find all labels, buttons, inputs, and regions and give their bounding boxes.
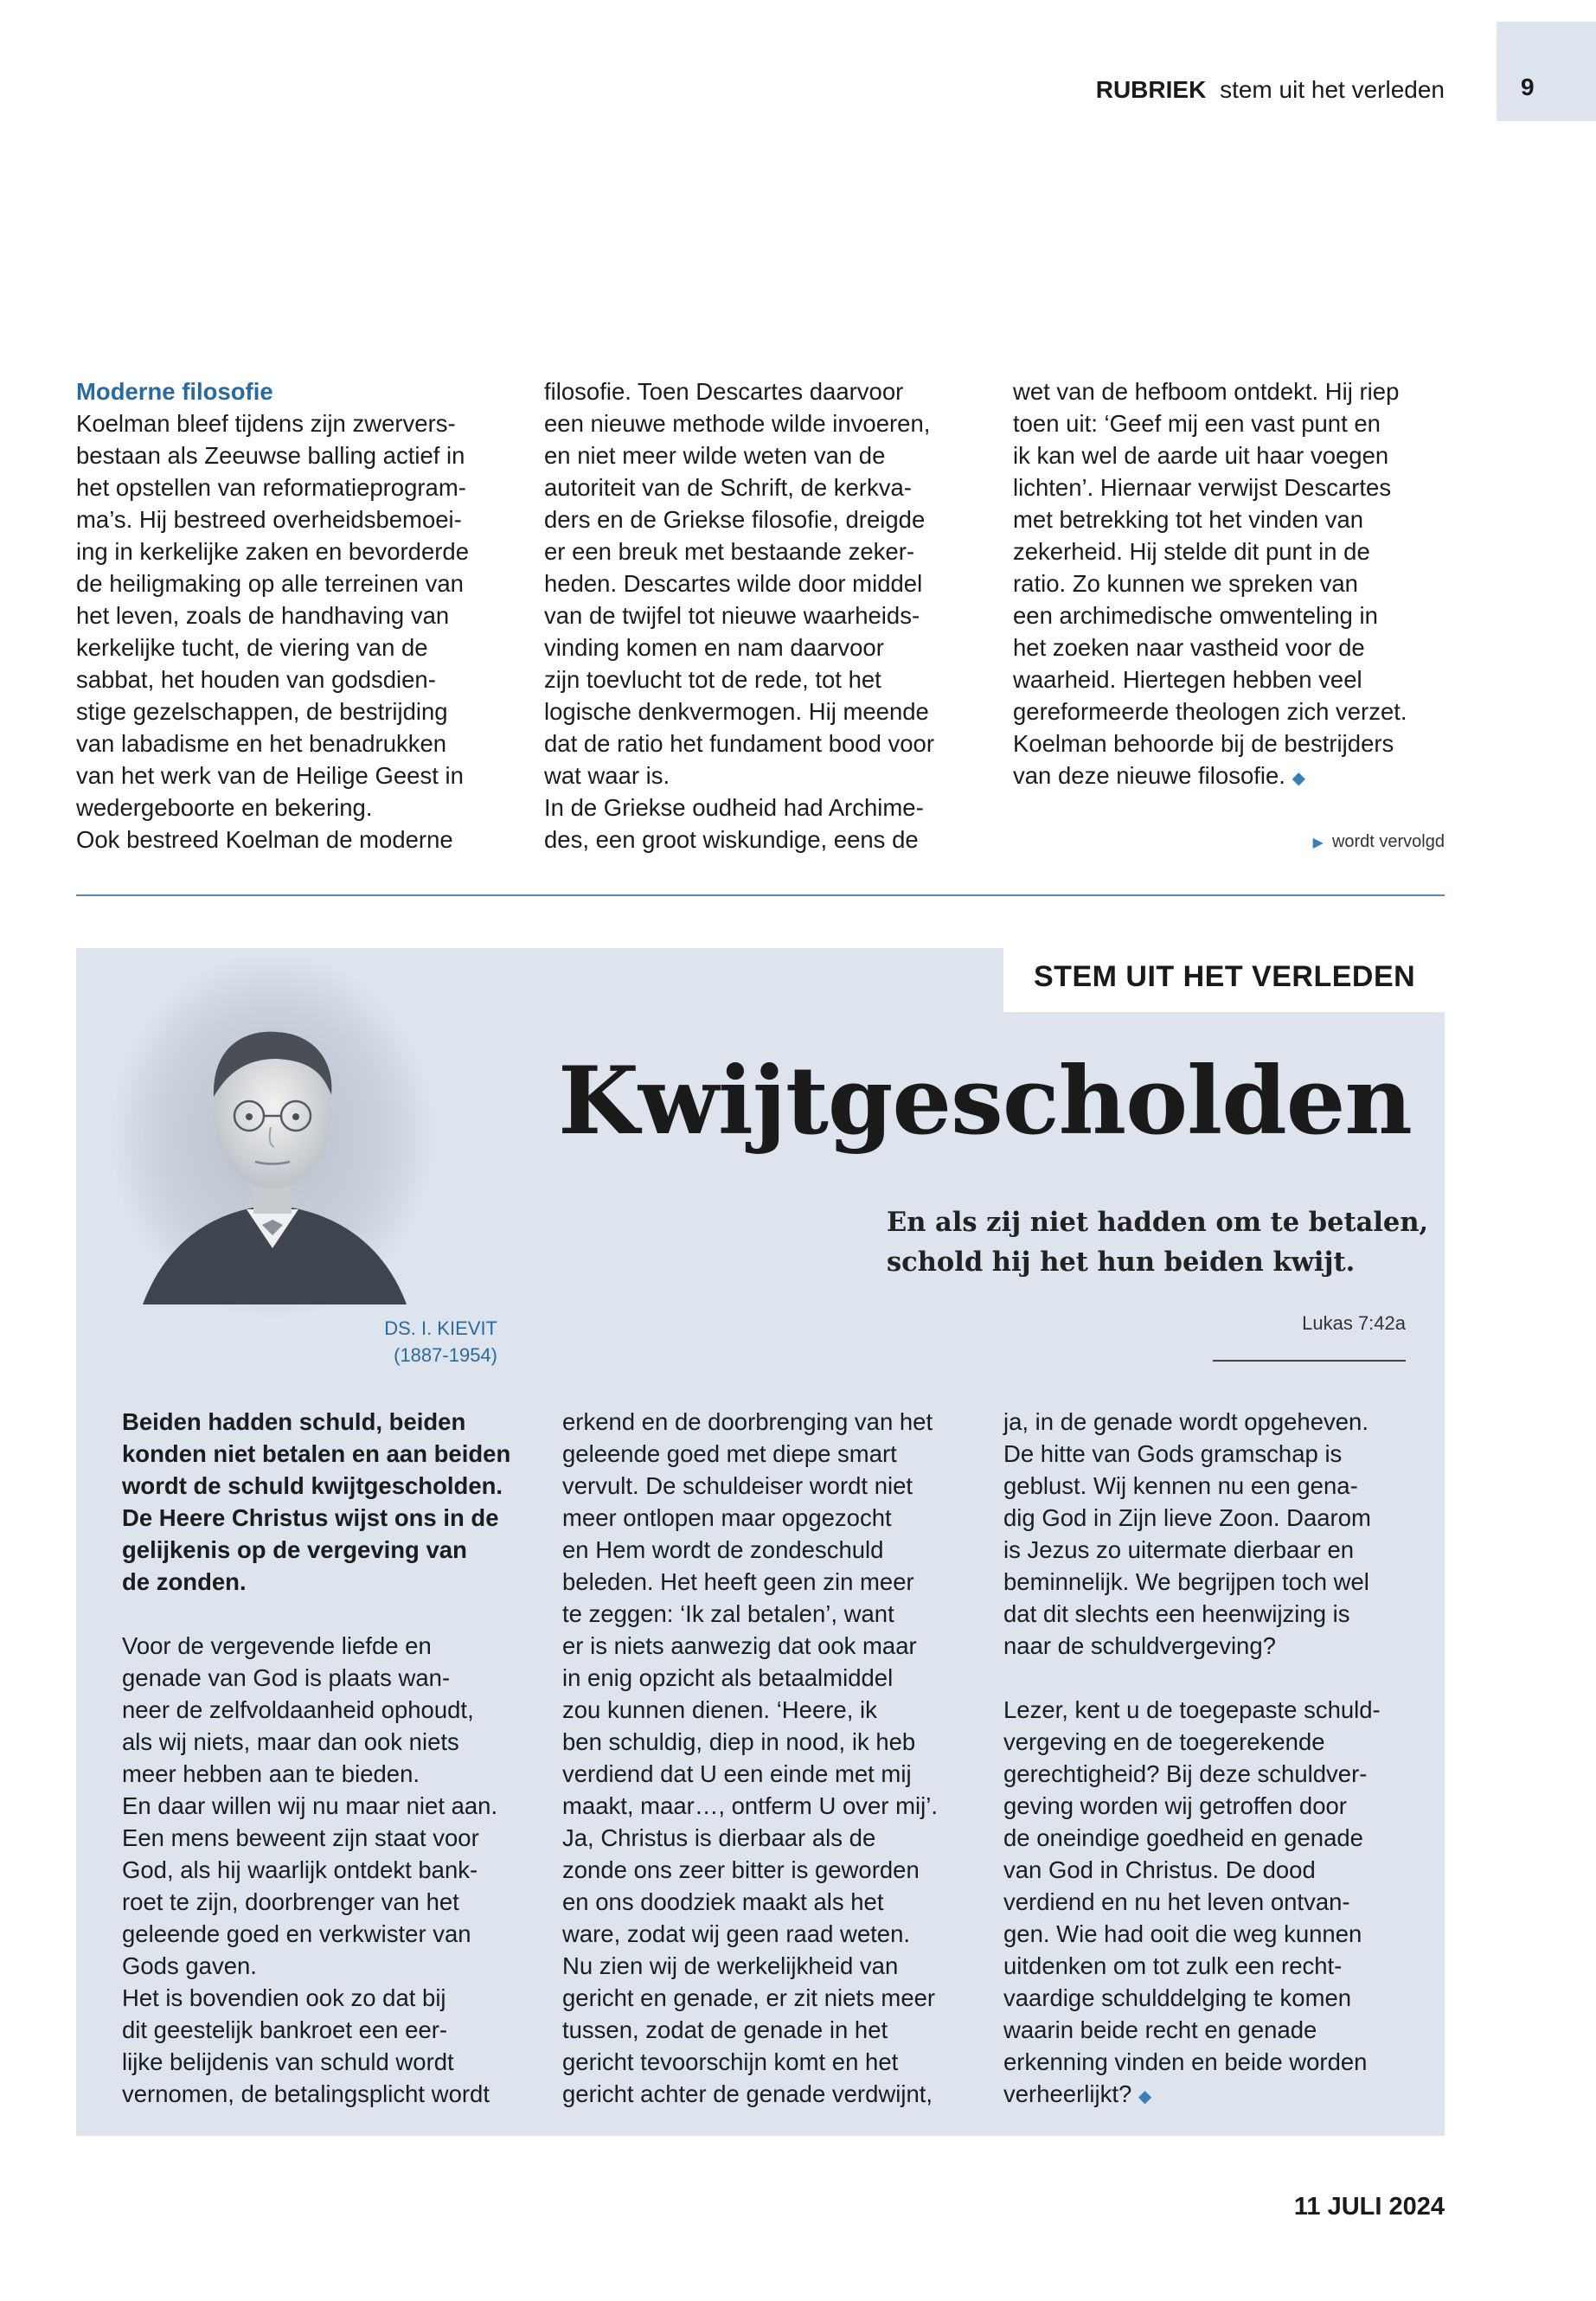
quote-reference: Lukas 7:42a [1302,1312,1406,1334]
feature-column-3-text-b [1003,1694,1436,2113]
top-column-3-body: wet van de hefboom ontdekt. Hij riep toen uit: ‘Geef mij een vast punt en ik kan wel de aarde uit haar voegen lichten’. Hiernaar verwijst Descartes met betrekking tot het vinden van zekerheid. Hij stelde dit punt in de ratio. Zo kunnen we spreken van een archimedische omwenteling in het zoeken naar vastheid voor de waarheid. Hiertegen hebben veel gereformeerde theologen zich verzet. Koelman behoorde bij de bestrijders van deze nieuwe filosofie. [1013,378,1407,789]
page-number: 9 [1521,74,1535,100]
issue-date: 11 JULI 2024 [1293,2193,1445,2221]
portrait-photo [108,950,437,1326]
continued-text: wordt vervolgd [1331,832,1445,851]
scripture-quote [887,1202,1428,1282]
top-column-3 [1013,375,1450,795]
play-triangle-icon: ▶ [1312,836,1324,850]
top-column-2-text: filosofie. Toen Descartes daarvoor een nieuwe methode wilde invoeren, en niet meer wilde weten van de autoriteit van de Schrift, de kerkva- ders en de Griekse filosofie, dreigde er een breuk met bestaande zeker- heden. Descartes wilde door middel van de twijfel tot nieuwe waarheids- vinding komen en nam daarvoor zijn toevlucht tot de rede, tot het logische denkvermogen. Hij meende dat de ratio het fundament bood voor wat waar is. In de Griekse oudheid had Archime- des, een groot wiskundige, eens de [544,378,935,853]
feature-column-2-text: erkend en de doorbrenging van het geleende goed met diepe smart vervult. De schuldeiser wordt niet meer ontlopen maar opgezocht en Hem wordt de zondeschuld beleden. Het heeft geen zin meer te zeggen: ‘Ik zal betalen’, want er is niets aanwezig dat ook maar in enig opzicht als betaalmiddel zou kunnen dienen. ‘Heere, ik ben schuldig, diep in nood, ik heb verdiend dat U een einde met mij maakt, maar…, ontferm U over mij’. Ja, Christus is dierbaar als de zonde ons zeer bitter is geworden en ons doodziek maakt als het ware, zodat wij geen raad weten. Nu zien wij de werkelijkheid van gericht en genade, er zit niets meer tussen, zodat de genade in het gericht tevoorschijn komt en het gericht achter de genade verdwijnt, [562,1408,938,2107]
portrait-caption [303,1315,497,1368]
article-title: Kwijtgescholden [558,1047,1412,1156]
subheading: Moderne filosofie [76,378,273,405]
end-diamond-icon: ◆ [1292,769,1305,788]
quote-line-1: En als zij niet hadden om te betalen, [887,1207,1429,1238]
rubric-label: RUBRIEK [1095,76,1207,103]
quote-line-2: schold hij het hun beiden kwijt. [887,1247,1356,1278]
end-diamond-icon: ◆ [1138,2087,1152,2106]
quote-underline [1213,1360,1406,1362]
top-column-1-text: Koelman bleef tijdens zijn zwervers- bestaan als Zeeuwse balling actief in het opstellen van reformatieprogram- ma’s. Hij bestreed overheidsbemoei- ing in kerkelijke zaken en bevorderde de heiligmaking op alle terreinen van het leven, zoals de handhaving van kerkelijke tucht, de viering van de sabbat, het houden van godsdien- stige gezelschappen, de bestrijding van labadisme en het benadrukken van het werk van de Heilige Geest in wedergeboorte en bekering. Ook bestreed Koelman de moderne [76,410,470,853]
section-label-tab [1003,948,1445,1012]
feature-column-3 [1003,1406,1436,2113]
section-divider [76,894,1445,896]
lead-paragraph: Beiden hadden schuld, beiden konden niet betalen en aan beiden wordt de schuld kwijtgescholden. De Heere Christus wijst ons in de gelijkenis op de vergeving van de zonden. [122,1408,511,1595]
top-column-1 [76,375,513,856]
top-column-2 [544,375,981,856]
feature-column-3-body: Lezer, kent u de toegepaste schuld- vergeving en de toegerekende gerechtigheid? Bij deze schuldver- geving worden wij getroffen door de oneindige goedheid en genade van God in Christus. De dood verdiend en nu het leven ontvan- gen. Wie had ooit die weg kunnen uitdenken om tot zulk een recht- vaardige schulddelging te komen waarin beide recht en genade erkenning vinden en beide worden verheerlijkt? [1003,1696,1381,2107]
running-header [1096,76,1445,104]
rubric-title: stem uit het verleden [1220,76,1445,103]
feature-column-1-text: Voor de vergevende liefde en genade van God is plaats wan- neer de zelfvoldaanheid ophoudt, als wij niets, maar dan ook niets meer hebben aan te bieden. En daar willen wij nu maar niet aan. Een mens beweent zijn staat voor God, als hij waarlijk ontdekt bank- roet te zijn, doorbrenger van het geleende goed en verkwister van Gods gaven. Het is bovendien ook zo dat bij dit geestelijk bankroet een eer- lijke belijdenis van schuld wordt vernomen, de betalingsplicht wordt [122,1632,498,2107]
page-number-tab [1497,22,1596,121]
portrait-caption-years: (1887-1954) [394,1344,497,1366]
feature-column-2 [562,1406,995,2110]
portrait-caption-name: DS. I. KIEVIT [384,1317,497,1339]
top-column-3-text [1013,375,1450,795]
feature-column-1 [122,1406,554,2110]
feature-column-3-text-a: ja, in de genade wordt opgeheven. De hitte van Gods gramschap is geblust. Wij kennen nu een gena- dig God in Zijn lieve Zoon. Daarom is Jezus zo uitermate dierbaar en beminnelijk. We begrijpen toch wel dat dit slechts een heenwijzing is naar de schuldvergeving? [1003,1408,1371,1659]
continued-note [1313,832,1445,852]
section-label: STEM UIT HET VERLEDEN [1034,960,1416,993]
